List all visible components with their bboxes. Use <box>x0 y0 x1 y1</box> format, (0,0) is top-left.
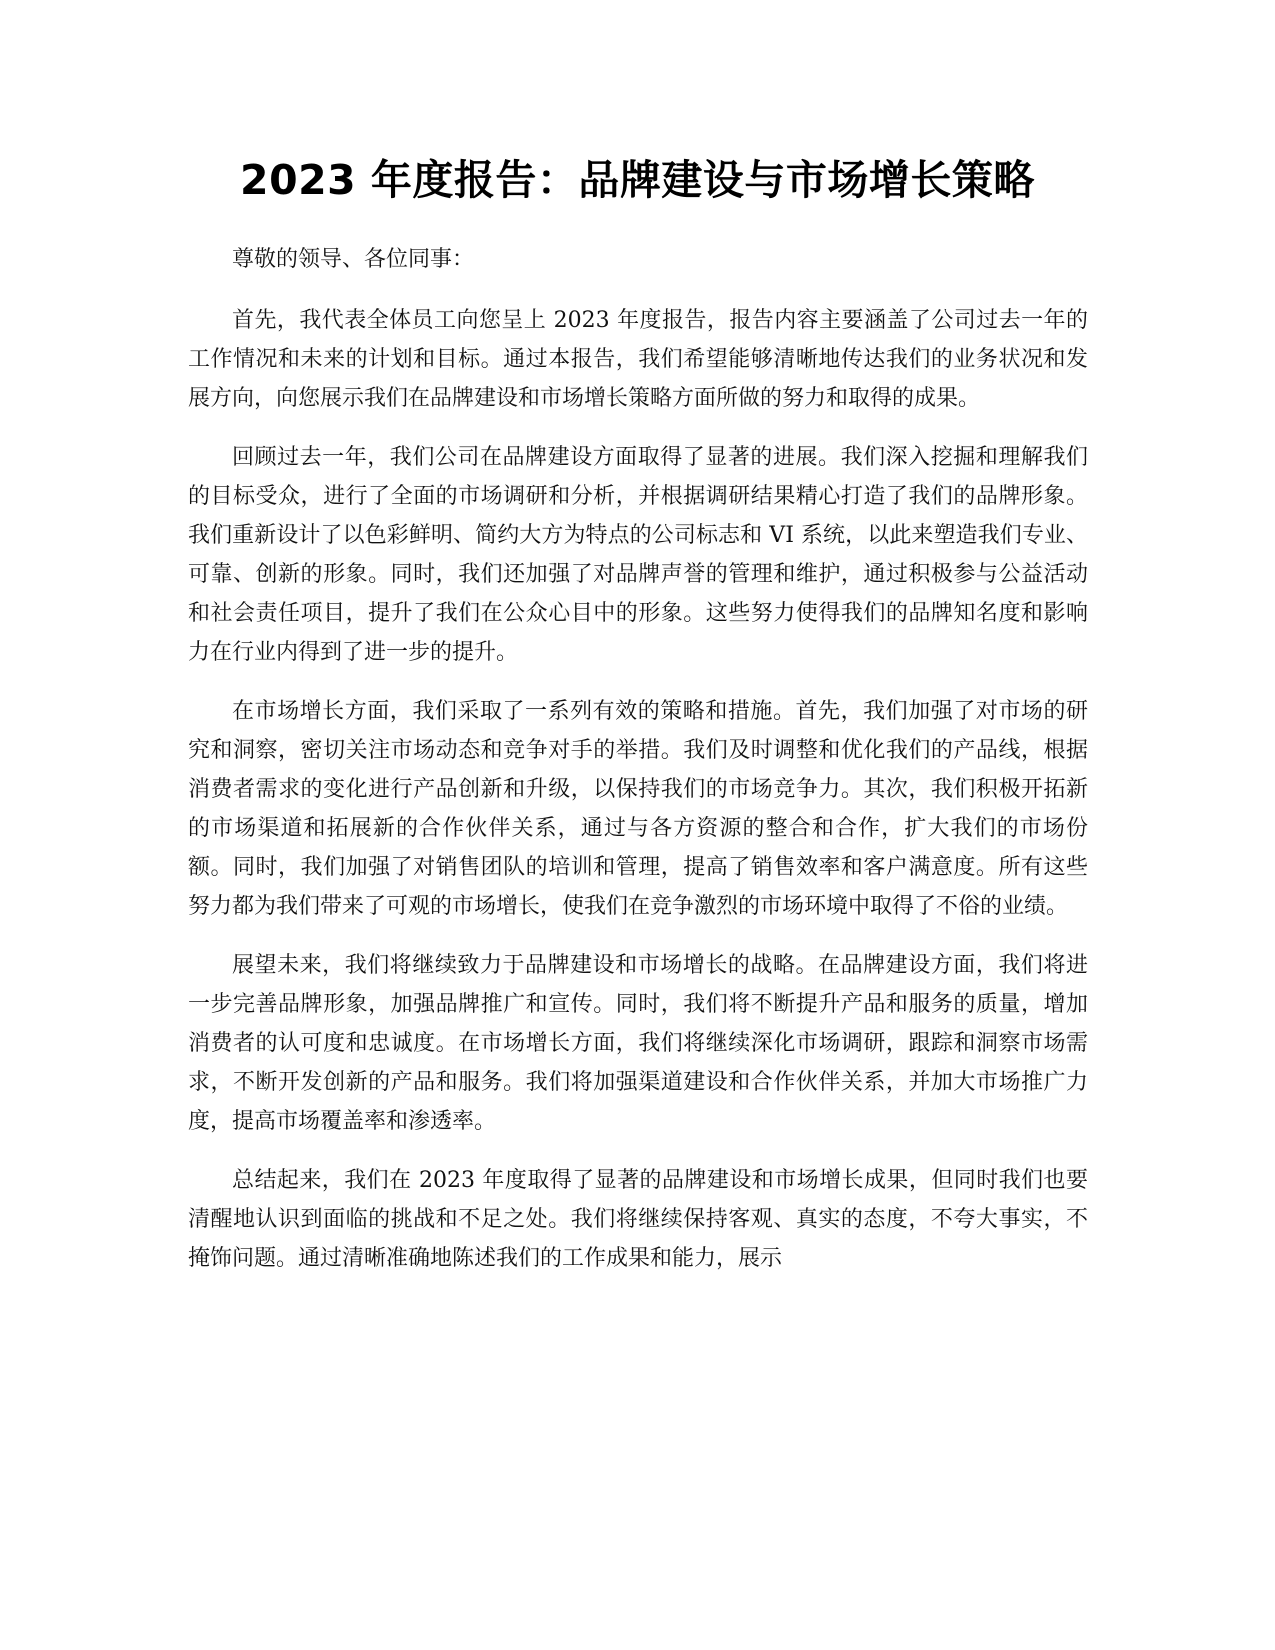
document-title: 2023 年度报告：品牌建设与市场增长策略 <box>240 156 1035 204</box>
salutation: 尊敬的领导、各位同事： <box>232 247 475 272</box>
document-body <box>188 240 1088 1298</box>
paragraph-intro: 首先，我代表全体员工向您呈上 2023 年度报告，报告内容主要涵盖了公司过去一年的工作情况和未来的计划和目标。通过本报告，我们希望能够清晰地传达我们的业务状况和发展方向，向您展示我们在品牌建设和市场增长策略方面所做的努力和取得的成果。 <box>188 308 1088 411</box>
paragraph-market-growth: 在市场增长方面，我们采取了一系列有效的策略和措施。首先，我们加强了对市场的研究和洞察，密切关注市场动态和竞争对手的举措。我们及时调整和优化我们的产品线，根据消费者需求的变化进行产品创新和升级，以保持我们的市场竞争力。其次，我们积极开拓新的市场渠道和拓展新的合作伙伴关系，通过与各方资源的整合和合作，扩大我们的市场份额。同时，我们加强了对销售团队的培训和管理，提高了销售效率和客户满意度。所有这些努力都为我们带来了可观的市场增长，使我们在竞争激烈的市场环境中取得了不俗的业绩。 <box>188 699 1088 919</box>
paragraph-summary: 总结起来，我们在 2023 年度取得了显著的品牌建设和市场增长成果，但同时我们也要清醒地认识到面临的挑战和不足之处。我们将继续保持客观、真实的态度，不夸大事实，不掩饰问题。通过清晰准确地陈述我们的工作成果和能力，展示 <box>188 1168 1088 1271</box>
paragraph-brand-review: 回顾过去一年，我们公司在品牌建设方面取得了显著的进展。我们深入挖掘和理解我们的目标受众，进行了全面的市场调研和分析，并根据调研结果精心打造了我们的品牌形象。我们重新设计了以色彩鲜明、简约大方为特点的公司标志和 VI 系统，以此来塑造我们专业、可靠、创新的形象。同时，我们还加强了对品牌声誉的管理和维护，通过积极参与公益活动和社会责任项目，提升了我们在公众心目中的形象。这些努力使得我们的品牌知名度和影响力在行业内得到了进一步的提升。 <box>188 445 1088 665</box>
paragraph-outlook: 展望未来，我们将继续致力于品牌建设和市场增长的战略。在品牌建设方面，我们将进一步完善品牌形象，加强品牌推广和宣传。同时，我们将不断提升产品和服务的质量，增加消费者的认可度和忠诚度。在市场增长方面，我们将继续深化市场调研，跟踪和洞察市场需求，不断开发创新的产品和服务。我们将加强渠道建设和合作伙伴关系，并加大市场推广力度，提高市场覆盖率和渗透率。 <box>188 953 1088 1134</box>
